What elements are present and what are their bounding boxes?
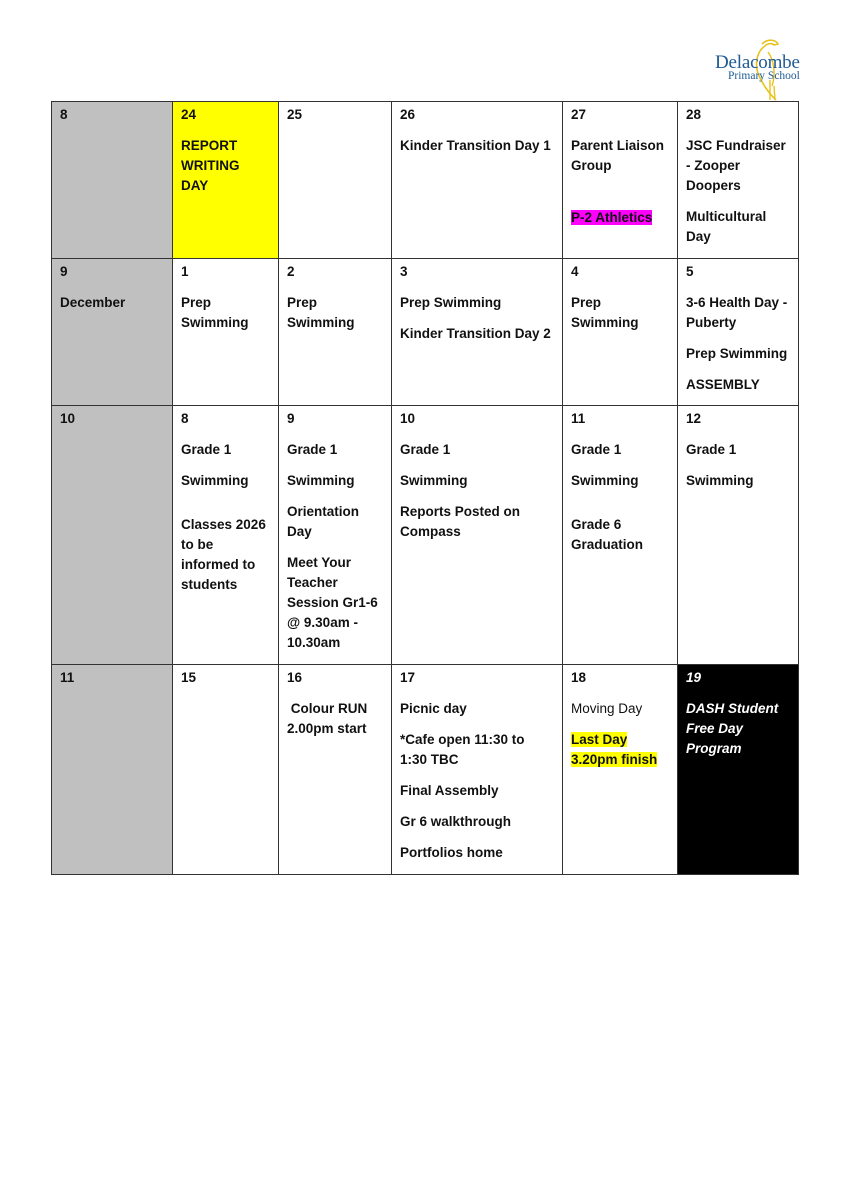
week-cell: [52, 102, 173, 259]
event-text: REPORT WRITING DAY: [181, 138, 240, 193]
day-cell: [678, 406, 799, 665]
day-date: 11: [571, 411, 586, 426]
day-date: 15: [181, 670, 197, 685]
day-cell: [279, 102, 392, 259]
day-date: 1: [181, 264, 189, 279]
week-cell: [52, 259, 173, 406]
day-cell: [173, 665, 279, 875]
calendar-table: [51, 101, 799, 875]
day-date: 16: [287, 670, 303, 685]
day-date: 27: [571, 107, 587, 122]
event-text: Reports Posted on Compass: [400, 504, 521, 539]
day-date: 26: [400, 107, 416, 122]
day-cell: [678, 102, 799, 259]
day-date: 28: [686, 107, 702, 122]
event-text: Prep Swimming: [571, 295, 639, 330]
logo-name: Delacombe: [715, 52, 800, 73]
event-text: DASH Student Free Day Program: [686, 701, 779, 756]
day-cell: [279, 259, 392, 406]
day-cell: [678, 259, 799, 406]
day-date: 4: [571, 264, 579, 279]
event-text: Swimming: [400, 473, 468, 488]
event-text: 3-6 Health Day - Puberty: [686, 295, 788, 330]
day-cell: [563, 406, 678, 665]
event-text: Swimming: [181, 473, 249, 488]
day-cell: [279, 406, 392, 665]
event-highlight: P-2 Athletics: [571, 210, 653, 225]
day-date: 2: [287, 264, 295, 279]
day-cell: [173, 102, 279, 259]
event-text: [571, 730, 669, 770]
event-text: Swimming: [571, 473, 639, 488]
event-text: Grade 1: [571, 442, 622, 457]
day-cell: [392, 102, 563, 259]
day-date: 17: [400, 670, 416, 685]
day-date: 9: [287, 411, 295, 426]
event-text: Swimming: [686, 473, 754, 488]
table-row: [52, 259, 799, 406]
day-cell: [563, 102, 678, 259]
event-highlight: 3.20pm finish: [571, 752, 658, 767]
event-text: Prep Swimming: [686, 346, 788, 361]
event-text: Picnic day: [400, 701, 467, 716]
event-text: JSC Fundraiser - Zooper Doopers: [686, 138, 786, 193]
event-text: Grade 1: [181, 442, 232, 457]
day-date: 5: [686, 264, 694, 279]
week-cell: [52, 665, 173, 875]
event-text: Prep Swimming: [400, 295, 502, 310]
day-date: 3: [400, 264, 408, 279]
event-text: Gr 6 walkthrough: [400, 814, 512, 829]
event-text: Classes 2026 to be informed to students: [181, 517, 266, 592]
school-logo: [712, 36, 810, 102]
event-text: Final Assembly: [400, 783, 499, 798]
event-text: Portfolios home: [400, 845, 503, 860]
day-date: 8: [181, 411, 189, 426]
event-text: Colour RUN 2.00pm start: [287, 701, 372, 736]
event-text: Orientation Day: [287, 504, 360, 539]
logo-subtitle: Primary School: [728, 70, 800, 82]
day-cell: [563, 665, 678, 875]
day-cell: [392, 406, 563, 665]
day-cell: [173, 259, 279, 406]
day-cell: [678, 665, 799, 875]
day-date: 24: [181, 107, 197, 122]
day-cell: [563, 259, 678, 406]
event-text: Grade 1: [287, 442, 338, 457]
event-text: ASSEMBLY: [686, 377, 760, 392]
event-text: *Cafe open 11:30 to 1:30 TBC: [400, 732, 525, 767]
day-cell: [173, 406, 279, 665]
event-text: Prep Swimming: [181, 295, 249, 330]
event-text: Grade 6 Graduation: [571, 517, 644, 552]
week-number: 9: [60, 264, 68, 279]
day-date: 25: [287, 107, 303, 122]
event-highlight: Last Day: [571, 732, 628, 747]
event-text: [571, 208, 669, 228]
day-date: 12: [686, 411, 702, 426]
event-text: Kinder Transition Day 2: [400, 326, 551, 341]
event-text: Parent Liaison Group: [571, 138, 665, 173]
day-cell: [279, 665, 392, 875]
table-row: [52, 406, 799, 665]
day-cell: [392, 259, 563, 406]
week-number: 11: [60, 670, 75, 685]
week-cell: [52, 406, 173, 665]
event-text: Multicultural Day: [686, 209, 767, 244]
day-date: 18: [571, 670, 587, 685]
event-text: Grade 1: [400, 442, 451, 457]
event-text: Moving Day: [571, 701, 643, 716]
event-text: Grade 1: [686, 442, 737, 457]
week-number: 10: [60, 411, 76, 426]
day-date: 10: [400, 411, 416, 426]
table-row: [52, 102, 799, 259]
table-row: [52, 665, 799, 875]
week-number: 8: [60, 107, 68, 122]
month-label: December: [60, 295, 126, 310]
event-text: Prep Swimming: [287, 295, 355, 330]
event-text: Meet Your Teacher Session Gr1-6 @ 9.30am - 10.30am: [287, 555, 378, 650]
day-date: 19: [686, 670, 702, 685]
event-text: Kinder Transition Day 1: [400, 138, 551, 153]
day-cell: [392, 665, 563, 875]
event-text: Swimming: [287, 473, 355, 488]
